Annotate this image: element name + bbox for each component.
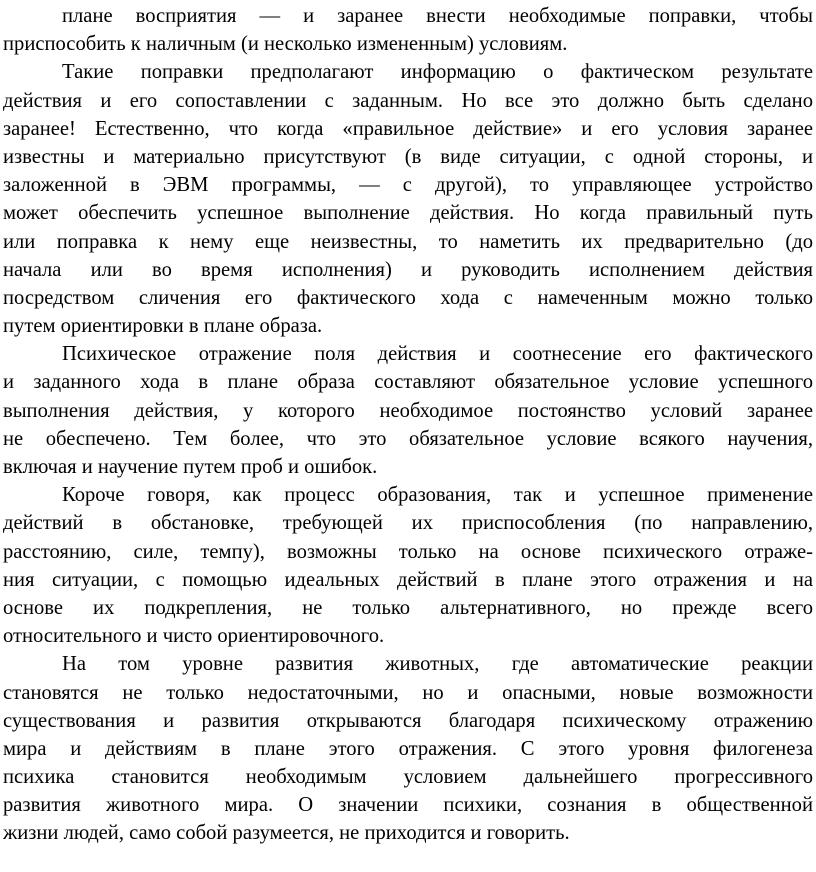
text-line: известны и материально присутствуют (в виде ситуации, с одной стороны, и <box>3 145 813 168</box>
paragraph-first-line: На том уровне развития животных, где автоматические реакции <box>62 653 813 676</box>
paragraph-first-line: плане восприятия — и заранее внести необходимые поправки, чтобы <box>62 5 813 27</box>
text-line: существования и развития открываются благодаря психическому отражению <box>3 709 813 732</box>
paragraph-first-line: Такие поправки предполагают информацию о фактическом результате <box>62 61 813 84</box>
text-line: становятся не только недостаточными, но и опасными, новые возможности <box>3 681 813 704</box>
text-line: или поправка к нему еще неизвестны, то наметить их предварительно (до <box>3 230 813 253</box>
text-line: основе их подкрепления, не только альтернативного, но прежде всего <box>3 596 813 619</box>
text-line: действий в обстановке, требующей их приспособления (по направлению, <box>3 512 813 535</box>
text-line: заранее! Естественно, что когда «правильное действие» и его условия заранее <box>3 117 813 140</box>
text-line: не обеспечено. Тем более, что это обязательное условие всякого научения, <box>3 427 813 450</box>
text-line: и заданного хода в плане образа составляют обязательное условие успешного <box>3 371 813 394</box>
text-line: мира и действиям в плане этого отражения. С этого уровня филогенеза <box>3 737 813 760</box>
text-line: путем ориентировки в плане образа. <box>3 315 323 338</box>
text-line: выполнения действия, у которого необходимое постоянство условий заранее <box>3 399 813 422</box>
text-line: психика становится необходимым условием дальнейшего прогрессивного <box>3 766 813 789</box>
text-line: развития животного мира. О значении психики, сознания в общественной <box>3 794 813 817</box>
document-page <box>3 2 813 848</box>
text-line: жизни людей, само собой разумеется, не приходится и говорить. <box>3 822 570 845</box>
paragraph-first-line: Психическое отражение поля действия и соотнесение его фактического <box>62 343 813 366</box>
text-line: посредством сличения его фактического хода с намеченным можно только <box>3 286 813 309</box>
text-line: расстоянию, силе, темпу), возможны только на основе психического отраже- <box>3 540 813 563</box>
text-line: действия и его сопоставлении с заданным. Но все это должно быть сделано <box>3 89 813 112</box>
text-line: приспособить к наличным (и несколько измененным) условиям. <box>3 33 568 56</box>
document-body-text <box>3 2 813 848</box>
text-line: ния ситуации, с помощью идеальных действий в плане этого отражения и на <box>3 568 813 591</box>
text-line: может обеспечить успешное выполнение действия. Но когда правильный путь <box>3 202 813 225</box>
text-line: начала или во время исполнения) и руководить исполнением действия <box>3 258 813 281</box>
text-line: включая и научение путем проб и ошибок. <box>3 456 378 478</box>
text-line: относительного и чисто ориентировочного. <box>3 625 385 648</box>
paragraph-first-line: Короче говоря, как процесс образования, так и успешное применение <box>62 484 813 507</box>
text-line: заложенной в ЭВМ программы, — с другой), то управляющее устройство <box>3 174 813 197</box>
